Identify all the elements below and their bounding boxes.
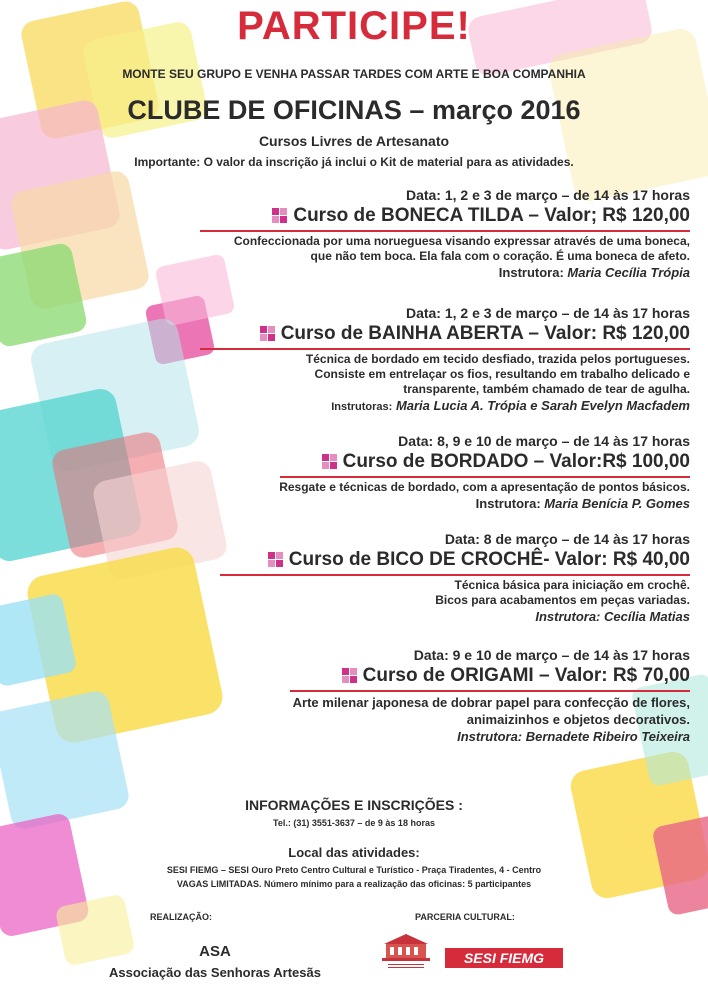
page-title: CLUBE DE OFICINAS – março 2016 [127,95,581,125]
course-instructor: Instrutora: Maria Cecília Trópia [498,265,690,280]
course-origami [130,646,690,746]
info-title: INFORMAÇÕES E INSCRIÇÕES : [245,797,463,813]
asa-logo-text: ASA [199,943,231,960]
subtitle: Cursos Livres de Artesanato [258,133,450,149]
invite-line: MONTE SEU GRUPO E VENHA PASSAR TARDES COM ARTE E BOA COMPANHIA [122,67,586,81]
course-description: Arte milenar japonesa de dobrar papel para confecção de flores, animaizinhos e objetos decorativos. [292,695,690,727]
course-date: Data: 8, 9 e 10 de março – de 14 às 17 horas [398,433,690,449]
pink-squares-bullet-icon [342,668,358,684]
parceria-label: PARCERIA CULTURAL: [415,912,515,922]
course-date: Data: 1, 2 e 3 de março – de 14 às 17 horas [405,305,690,321]
pink-squares-bullet-icon [272,208,288,224]
course-instructor: Instrutora: Maria Benícia P. Gomes [475,496,690,511]
course-description: Resgate e técnicas de bordado, com a apresentação de pontos básicos. [279,480,690,494]
pink-squares-bullet-icon [322,454,338,470]
course-date: Data: 1, 2 e 3 de março – de 14 às 17 horas [405,187,690,203]
course-instructor: Instrutora: Cecília Matias [535,609,690,624]
pink-squares-bullet-icon [260,326,276,342]
realizacao-label: REALIZAÇÃO: [150,912,212,922]
course-bico-de-croche [130,530,690,626]
course-date: Data: 9 e 10 de março – de 14 às 17 horas [413,647,690,663]
course-date: Data: 8 de março – de 14 às 17 horas [444,531,690,547]
course-description: Confeccionada por uma norueguesa visando expressar através de uma boneca, que não tem boca. Ela fala com o coração. É uma boneca de afeto. [233,234,690,263]
phone-info: Tel.: (31) 3551-3637 – de 9 às 18 horas [273,818,435,828]
red-divider [280,476,690,478]
headline: PARTICIPE! [237,4,471,48]
pink-squares-bullet-icon [268,552,284,568]
course-boneca-tilda [130,186,690,282]
course-bainha-aberta [130,304,690,416]
course-description: Técnica de bordado em tecido desfiado, trazida pelos portugueses. Consiste em entrelaçar os fios, resultando em trabalho delicado e transparente, também chamado de tear de agulha. [305,352,690,396]
course-title: Curso de BORDADO – Valor:R$ 100,00 [322,450,690,474]
course-bordado [130,432,690,513]
course-title: Curso de BAINHA ABERTA – Valor: R$ 120,00 [260,322,690,346]
course-title: Curso de ORIGAMI – Valor: R$ 70,00 [342,664,690,688]
course-title: Curso de BONECA TILDA – Valor; R$ 120,00 [272,204,690,228]
asa-full-name: Associação das Senhoras Artesãs [109,965,321,980]
course-instructor: Instrutoras: Maria Lucia A. Trópia e Sarah Evelyn Macfadem [331,398,690,413]
sesi-fiemg-logo: SESI FIEMG [445,948,563,968]
course-instructor: Instrutora: Bernadete Ribeiro Teixeira [457,729,690,744]
course-description: Técnica básica para iniciação em crochê. Bicos para acabamentos em peças variadas. [435,578,690,607]
important-note: Importante: O valor da inscrição já inclui o Kit de material para as atividades. [134,155,574,169]
red-divider [200,230,690,232]
red-divider [200,348,690,350]
course-title: Curso de BICO DE CROCHÊ- Valor: R$ 40,00 [268,548,690,572]
vacancy-note: VAGAS LIMITADAS. Número mínimo para a realização das oficinas: 5 participantes [176,879,532,889]
red-divider [290,690,690,692]
location-title: Local das atividades: [288,845,420,860]
location-address: SESI FIEMG – SESI Ouro Preto Centro Cultural e Turístico - Praça Tiradentes, 4 - Centro [166,865,542,875]
red-divider [220,574,690,576]
cultural-center-logo-icon [380,930,432,970]
